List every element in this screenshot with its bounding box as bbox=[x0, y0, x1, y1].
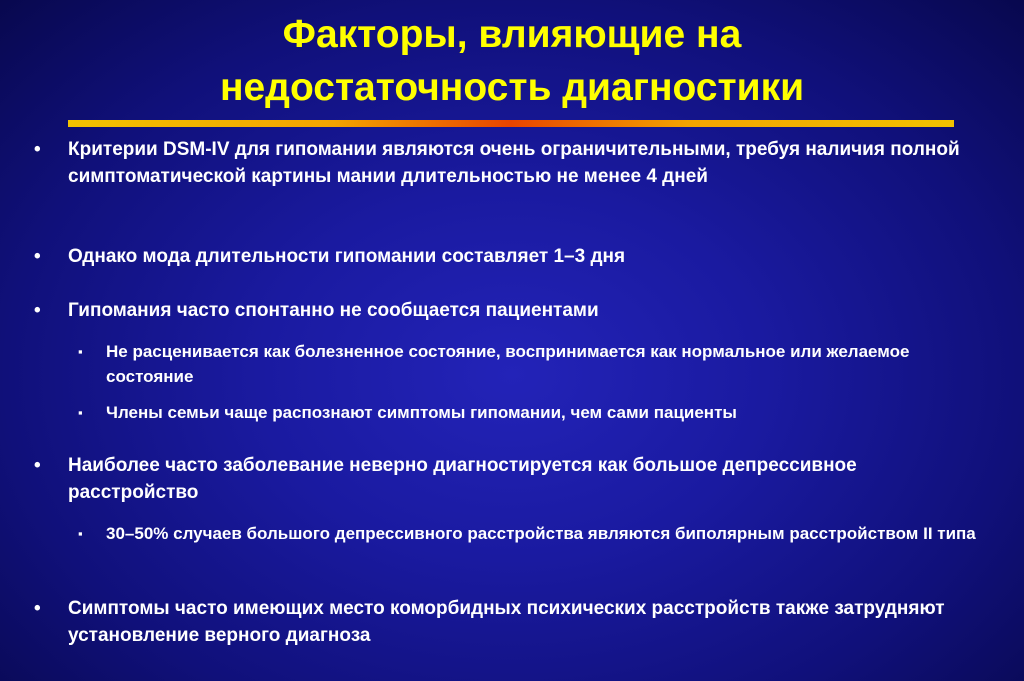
bullet-text: Однако мода длительности гипомании составляет 1–3 дня bbox=[68, 246, 626, 267]
bullet-text: Гипомания часто спонтанно не сообщается пациентами bbox=[68, 300, 599, 321]
bullet-text: Наиболее часто заболевание неверно диагностируется как большое депрессивное расстройство bbox=[68, 455, 857, 503]
sub-bullet-item bbox=[78, 400, 986, 425]
bullet-item bbox=[34, 297, 988, 324]
sub-bullet-item bbox=[78, 521, 986, 546]
bullet-item bbox=[34, 136, 988, 190]
sub-bullet-text: 30–50% случаев большого депрессивного расстройства являются биполярным расстройством II типа bbox=[106, 524, 976, 543]
bullet-marker: • bbox=[34, 139, 41, 160]
bullet-text: Критерии DSM-IV для гипомании являются очень ограничительными, требуя наличия полной симптоматической картины мании длительностью не менее 4 дней bbox=[68, 139, 960, 187]
sub-bullet-item bbox=[78, 339, 986, 389]
sub-bullet-text: Не расценивается как болезненное состояние, воспринимается как нормальное или желаемое состояние bbox=[106, 342, 910, 386]
slide-title-line-2: недостаточность диагностики bbox=[219, 66, 805, 109]
sub-bullet-marker: ▪ bbox=[78, 526, 83, 541]
bullet-item bbox=[34, 452, 988, 506]
bullet-item bbox=[34, 595, 988, 649]
sub-bullet-marker: ▪ bbox=[78, 405, 83, 420]
bullet-item bbox=[34, 243, 988, 270]
bullet-marker: • bbox=[34, 455, 41, 476]
sub-bullet-marker: ▪ bbox=[78, 344, 83, 359]
slide-title-line-1: Факторы, влияющие на bbox=[282, 13, 742, 56]
bullet-marker: • bbox=[34, 598, 41, 619]
bullet-text: Симптомы часто имеющих место коморбидных психических расстройств также затрудняют установление верного диагноза bbox=[68, 598, 945, 646]
bullet-marker: • bbox=[34, 246, 41, 267]
sub-bullet-text: Члены семьи чаще распознают симптомы гипомании, чем сами пациенты bbox=[106, 403, 737, 422]
bullet-marker: • bbox=[34, 300, 41, 321]
